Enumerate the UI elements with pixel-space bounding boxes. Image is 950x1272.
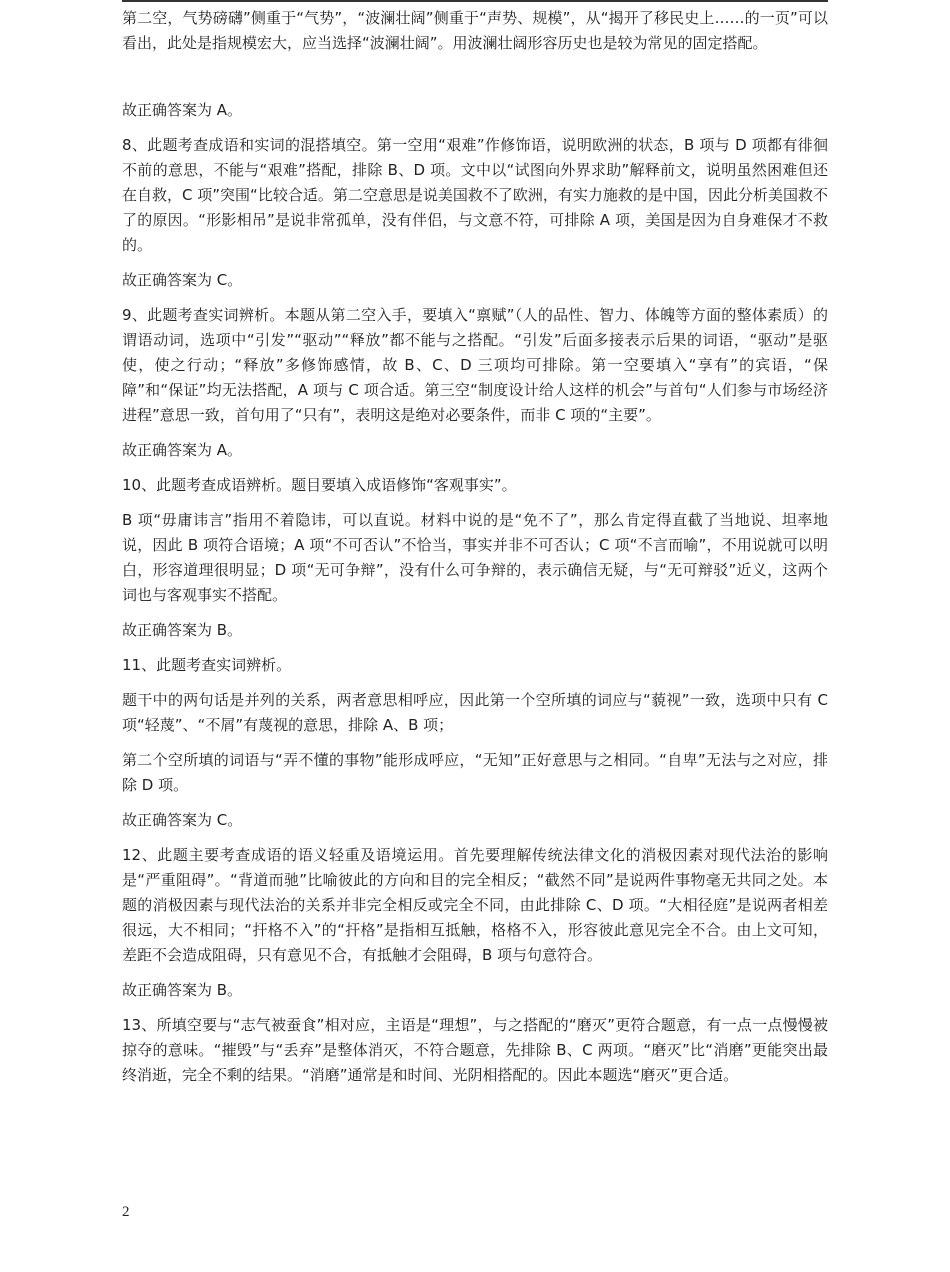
paragraph-q9-explanation: 9、此题考查实词辨析。本题从第二空入手，要填入“禀赋”（人的品性、智力、体魄等方面的整体素质）的谓语动词，选项中“引发”“驱动”“释放”都不能与之搭配。“引发”后面多接表示后果的词语，“驱动”是驱使，使之行动；“释放”多修饰感情，故 B、C、D 三项均可排除。第一空要填入“享有”的宾语，“保障”和“保证”均无法搭配，A 项与 C 项合适。第三空“制度设计给人这样的机会”与首句“人们参与市场经济进程”意思一致，首句用了“只有”，表明这是绝对必要条件，而非 C 项的“主要”。 — [122, 306, 828, 424]
paragraph-q11-explanation-2: 第二个空所填的词语与“弄不懂的事物”能形成呼应，“无知”正好意思与之相同。“自卑”无法与之对应，排除 D 项。 — [122, 751, 828, 794]
top-rule — [122, 0, 828, 2]
paragraph-q8-explanation: 8、此题考查成语和实词的混搭填空。第一空用“艰难”作修饰语，说明欧洲的状态，B 项与 D 项都有徘徊不前的意思，不能与“艰难”搭配，排除 B、D 项。文中以“试图向外界求助”解释前文，说明虽然困难但还在自救，C 项”突围“比较合适。第二空意思是说美国救不了欧洲，有实力施救的是中国，因此分析美国救不了的原因。“形影相吊”是说非常孤单，没有伴侣，与文意不符，可排除 A 项，美国是因为自身难保才不救的。 — [122, 136, 828, 254]
paragraph-q13-explanation: 13、所填空要与“志气被蚕食”相对应，主语是“理想”，与之搭配的“磨灭”更符合题意，有一点一点慢慢被掠夺的意味。“摧毁”与“丢弃”是整体消灭，不符合题意，先排除 B、C 两项。“磨灭”比“消磨”更能突出最终消逝，完全不剩的结果。“消磨”通常是和时间、光阴相搭配的。因此本题选“磨灭”更合适。 — [122, 1016, 828, 1084]
paragraph-q12-explanation: 12、此题主要考查成语的语义轻重及语境运用。首先要理解传统法律文化的消极因素对现代法治的影响是“严重阻碍”。“背道而驰”比喻彼此的方向和目的完全相反；“截然不同”是说两件事物毫无共同之处。本题的消极因素与现代法治的关系并非完全相反或完全不同，由此排除 C、D 项。“大相径庭”是说两者相差很远，大不相同；“扞格不入”的“扞格”是指相互抵触，格格不入，形容彼此意见完全不合。由上文可知，差距不会造成阻碍，只有意见不合，有抵触才会阻碍，B 项与句意符合。 — [122, 846, 828, 964]
answer-q12: 故正确答案为 B。 — [122, 981, 243, 999]
answer-q10: 故正确答案为 B。 — [122, 621, 243, 639]
paragraph-q11-explanation-1: 题干中的两句话是并列的关系，两者意思相呼应，因此第一个空所填的词应与“藐视”一致，选项中只有 C 项“轻蔑”、“不屑”有蔑视的意思，排除 A、B 项； — [122, 691, 828, 734]
answer-q8: 故正确答案为 C。 — [122, 271, 243, 289]
paragraph-q11-intro: 11、此题考查实词辨析。 — [122, 656, 292, 674]
document-body — [122, 6, 828, 1098]
answer-q9: 故正确答案为 A。 — [122, 441, 243, 459]
paragraph-q7-explanation: 第二空，气势磅礴”侧重于“气势”，“波澜壮阔”侧重于“声势、规模”，从“揭开了移民史上……的一页”可以看出，此处是指规模宏大，应当选择“波澜壮阔”。用波澜壮阔形容历史也是较为常见的固定搭配。 — [122, 9, 828, 52]
answer-q11: 故正确答案为 C。 — [122, 811, 243, 829]
answer-q7: 故正确答案为 A。 — [122, 101, 243, 119]
paragraph-q10-explanation: B 项“毋庸讳言”指用不着隐讳，可以直说。材料中说的是“免不了”，那么肯定得直截了当地说、坦率地说，因此 B 项符合语境；A 项“不可否认”不恰当，事实并非不可否认；C 项“不言而喻”，不用说就可以明白，形容道理很明显；D 项“无可争辩”，没有什么可争辩的，表示确信无疑，与“无可辩驳”近义，这两个词也与客观事实不搭配。 — [122, 511, 828, 604]
page-number: 2 — [122, 1204, 130, 1220]
paragraph-q10-intro: 10、此题考查成语辨析。题目要填入成语修饰“客观事实”。 — [122, 476, 517, 494]
